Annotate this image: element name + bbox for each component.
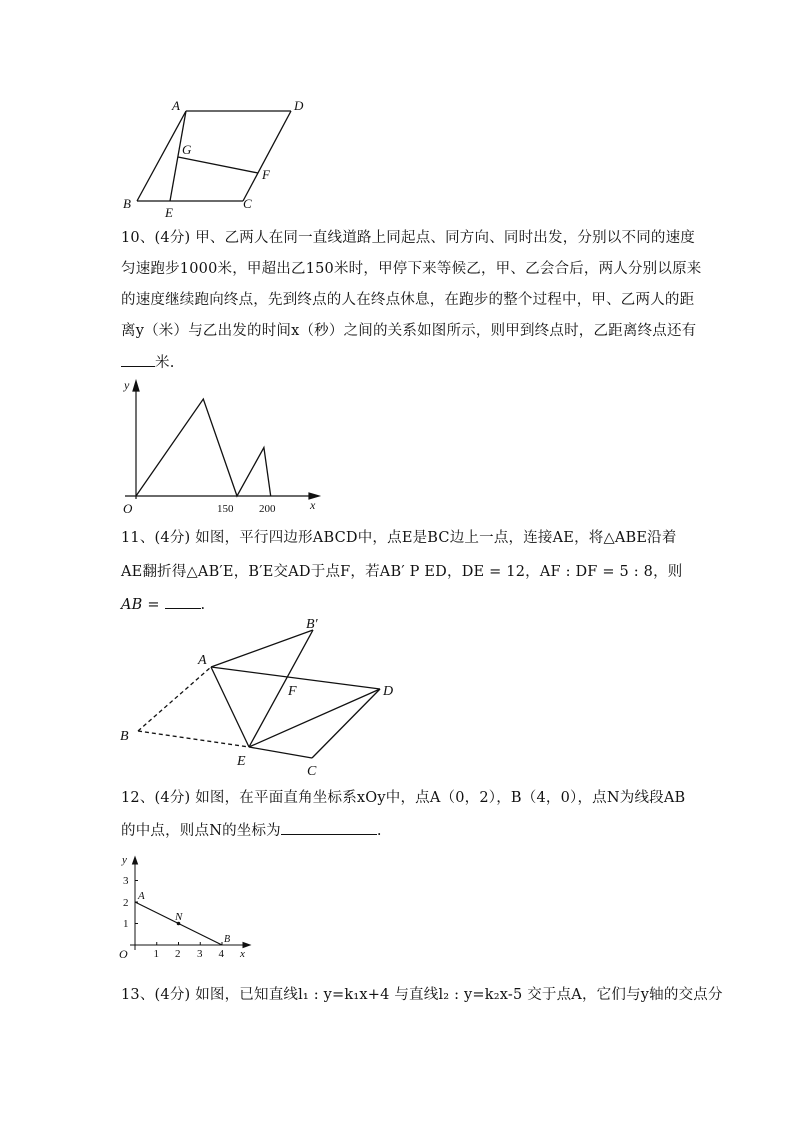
coordinate-figure [112, 850, 257, 962]
edge-ec [249, 747, 312, 758]
label-c: C [243, 196, 252, 211]
y-axis-label: y [124, 378, 130, 392]
label-b-prime: B′ [306, 617, 318, 632]
y-tick-2: 2 [123, 897, 129, 909]
origin-label: O [119, 947, 128, 961]
q10-line-5 [121, 352, 681, 373]
x-tick-200: 200 [259, 503, 276, 515]
dashed-be [138, 731, 249, 747]
edge-ab-prime [211, 630, 313, 667]
x-axis-label: x [310, 498, 316, 512]
label-point-b: B [224, 934, 231, 945]
label-a: A [172, 98, 180, 113]
edge-dc [243, 111, 291, 201]
label-d: D [294, 98, 304, 113]
dashed-ba [138, 667, 211, 731]
q10-line-4: 离y（米）与乙出发的时间x（秒）之间的关系如图所示，则甲到终点时，乙距离终点还有 [121, 323, 697, 339]
answer-blank[interactable] [121, 352, 155, 367]
distance-time-chart [115, 375, 330, 520]
label-g: G [182, 142, 192, 157]
q10-unit: 米. [155, 355, 175, 371]
x-tick-3: 3 [197, 948, 203, 960]
q10-line-3: 的速度继续跑向终点，先到终点的人在终点休息，在跑步的整个过程中，甲、乙两人的距 [121, 292, 695, 308]
edge-b-prime-e [249, 630, 313, 747]
y-axis-label: y [122, 854, 127, 866]
edge-ed [249, 689, 380, 747]
y-tick-3: 3 [123, 875, 129, 887]
q11-line-1: 11、(4分) 如图，平行四边形ABCD中，点E是BC边上一点，连接AE，将△ABE沿着 [121, 530, 677, 546]
q12-line-2 [121, 820, 681, 841]
label-d: D [383, 684, 394, 699]
label-f: F [288, 684, 297, 699]
q12-period: . [376, 823, 382, 839]
origin-label: O [123, 501, 133, 516]
parallelogram-figure [110, 95, 320, 225]
q11-line-2: AE翻折得△AB′E，B′E交AD于点F，若AB′ P ED，DE = 12，AF : DF = 5 : 8，则 [121, 564, 683, 580]
label-a: A [198, 653, 207, 668]
x-axis-arrow [243, 943, 250, 948]
q10-line-2: 匀速跑步1000米，甲超出乙150米时，甲停下来等候乙，甲、乙会合后，两人分别以原来 [121, 261, 702, 277]
q13-line-1: 13、(4分) 如图，已知直线l₁ : y=k₁x+4 与直线l₂ : y=k₂x-5 交于点A，它们与y轴的交点分 [121, 987, 723, 1003]
label-b: B [120, 729, 129, 744]
x-axis-label: x [240, 948, 245, 960]
answer-blank[interactable] [165, 594, 201, 609]
y-tick-1: 1 [123, 918, 129, 930]
label-point-a: A [138, 890, 145, 902]
y-axis-arrow [133, 857, 138, 864]
label-b: B [123, 196, 131, 211]
answer-blank[interactable] [281, 820, 377, 835]
y-axis-arrow [133, 381, 139, 391]
q10-line-1: 10、(4分) 甲、乙两人在同一直线道路上同起点、同方向、同时出发，分别以不同的速度 [121, 230, 695, 246]
x-tick-1: 1 [153, 948, 159, 960]
label-e: E [165, 205, 173, 220]
segment-gf [178, 157, 258, 173]
x-tick-4: 4 [218, 948, 224, 960]
x-tick-2: 2 [175, 948, 181, 960]
q12-prefix: 的中点，则点N的坐标为 [121, 823, 281, 839]
label-f: F [262, 167, 270, 182]
edge-cd [312, 689, 380, 758]
edge-ae [211, 667, 249, 747]
fold-figure [110, 612, 410, 782]
q11-period: . [200, 597, 206, 613]
label-c: C [307, 764, 317, 779]
label-e: E [237, 754, 246, 769]
x-tick-150: 150 [217, 503, 234, 515]
q11-ab-label: AB = [121, 597, 160, 613]
distance-line [136, 399, 271, 496]
label-point-n: N [175, 911, 183, 923]
q12-line-1: 12、(4分) 如图，在平面直角坐标系xOy中，点A（0，2），B（4，0），点N为线段AB [121, 790, 686, 806]
